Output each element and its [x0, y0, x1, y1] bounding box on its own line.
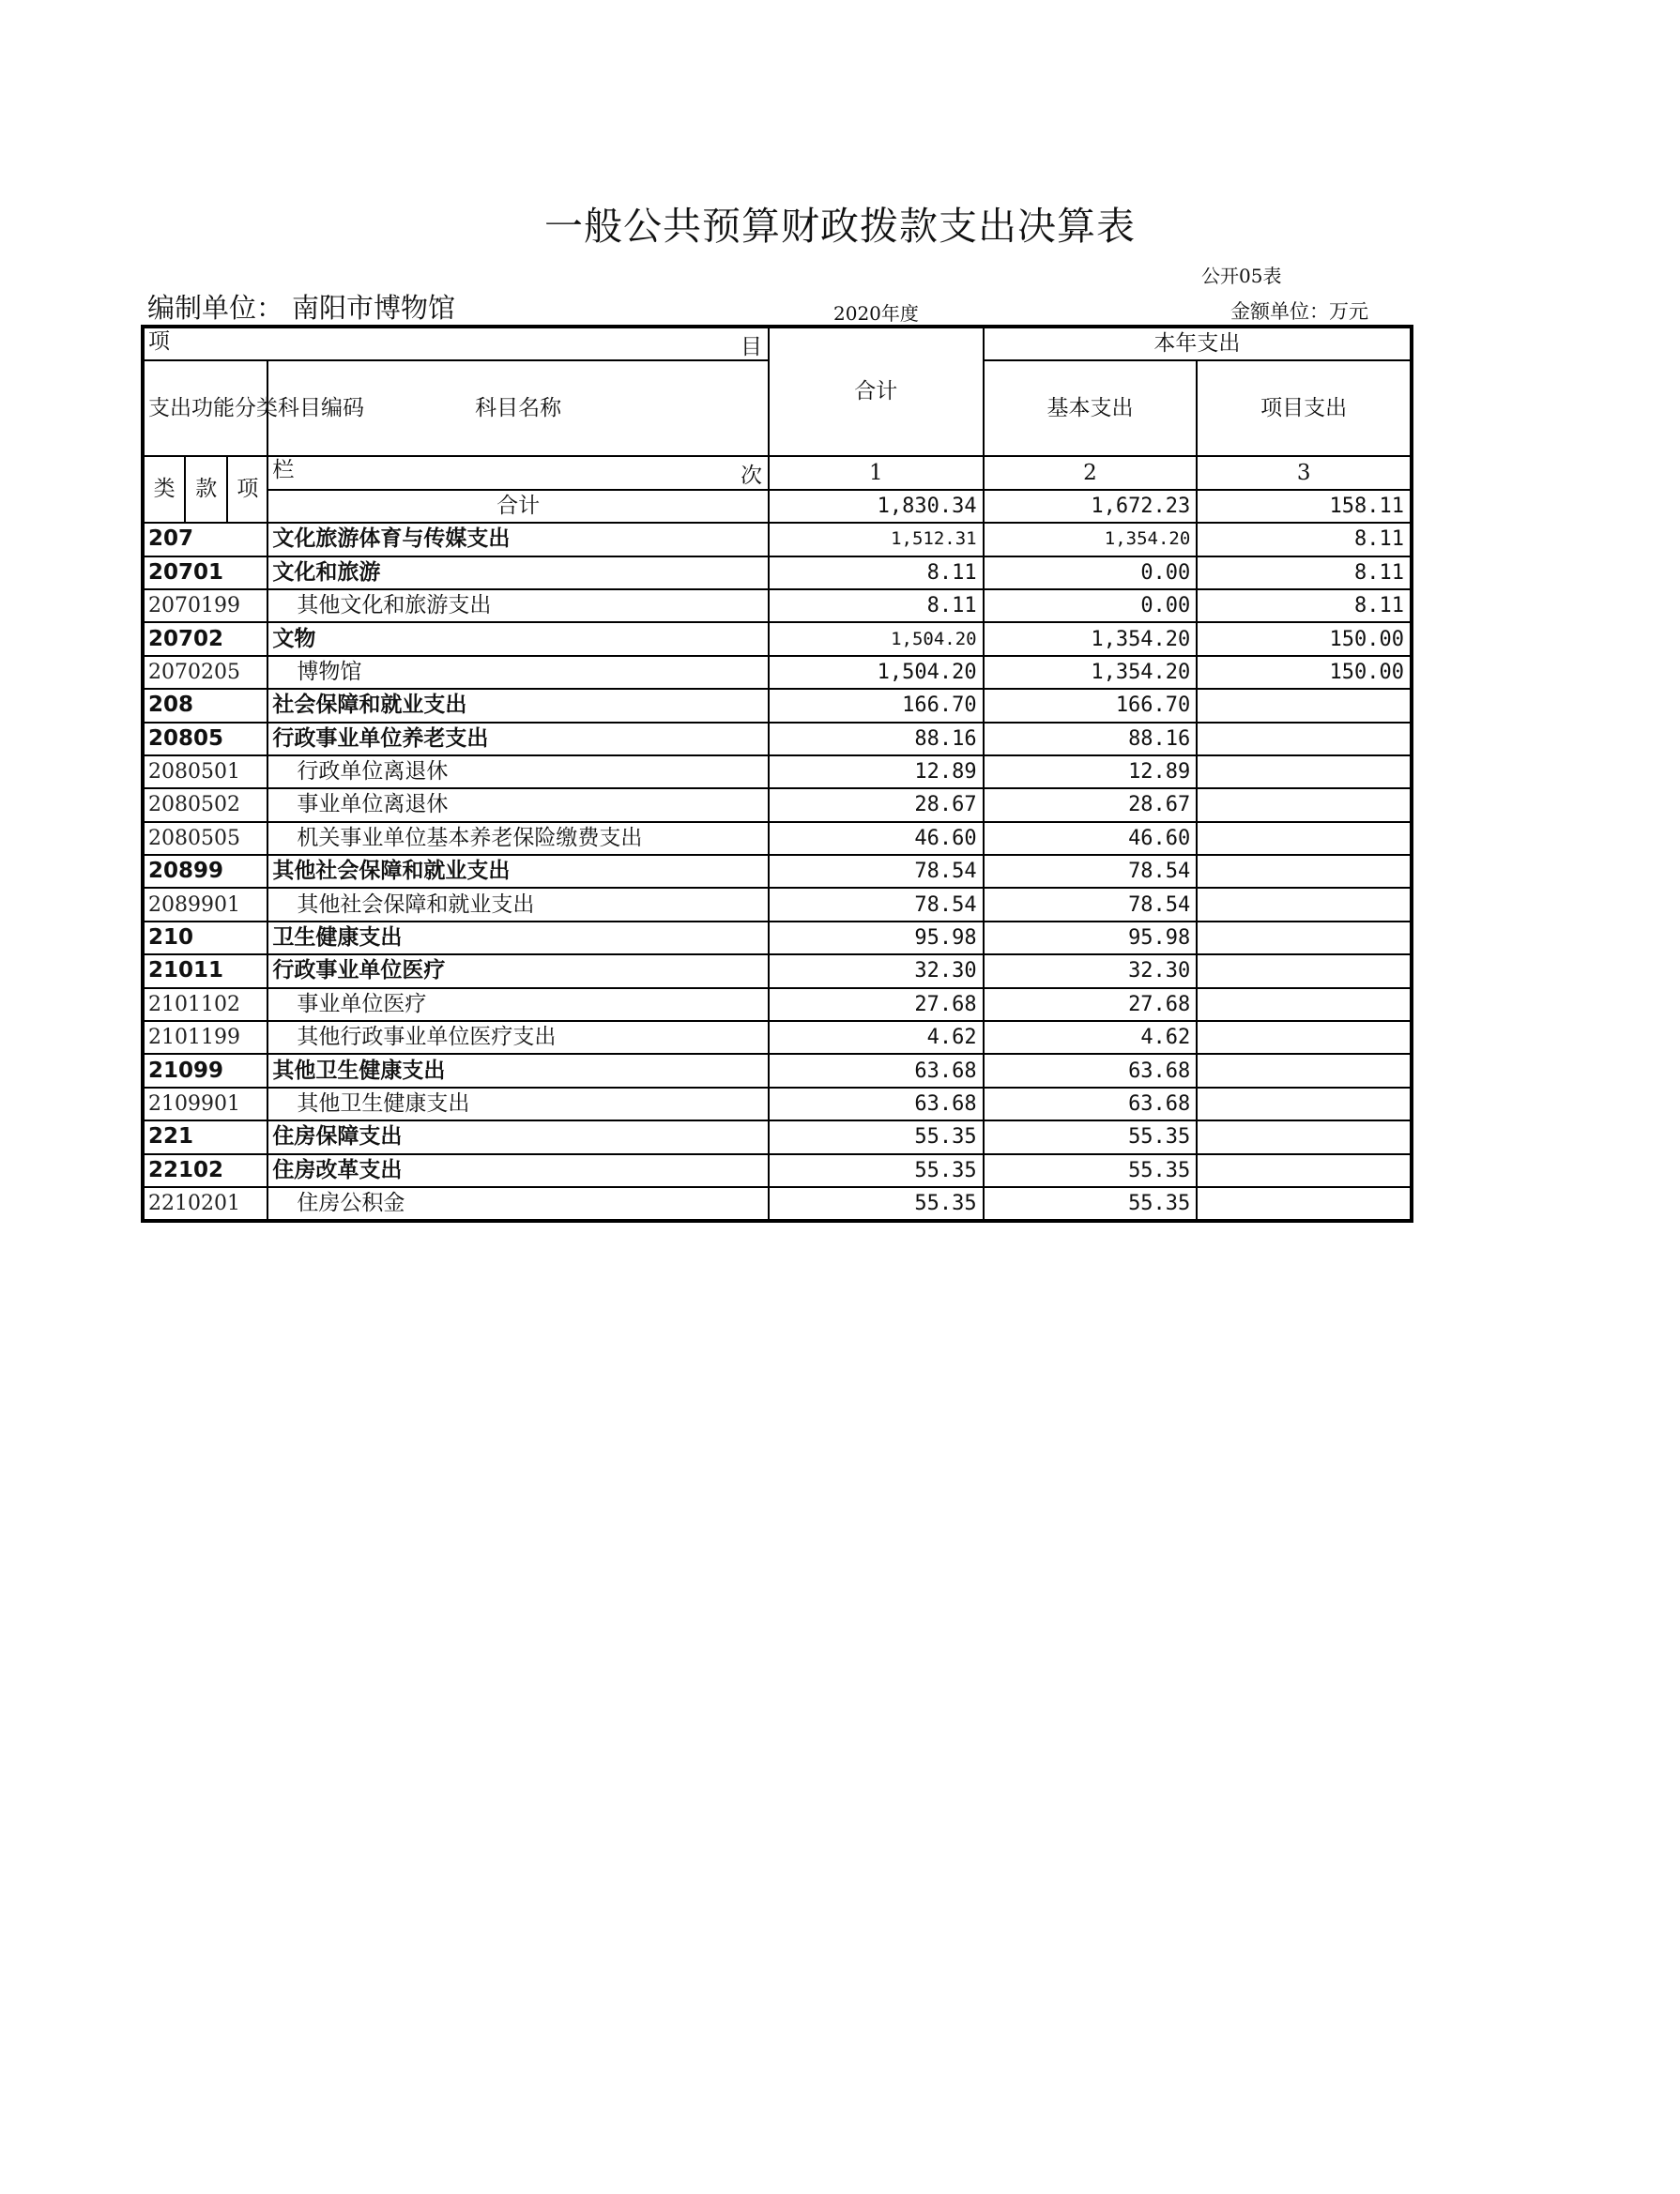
row-name-cell — [267, 1021, 769, 1054]
xiang-header: 项 — [227, 456, 267, 523]
row-name: 事业单位医疗 — [297, 991, 427, 1016]
row-basic: 63.68 — [984, 1088, 1198, 1120]
row-code: 21099 — [143, 1054, 267, 1087]
row-project — [1197, 988, 1412, 1021]
row-basic: 0.00 — [984, 556, 1198, 589]
table-row — [143, 589, 1412, 622]
row-name-cell — [267, 622, 769, 655]
row-name-cell — [267, 656, 769, 689]
row-project — [1197, 1154, 1412, 1187]
row-basic: 55.35 — [984, 1187, 1198, 1221]
row-name-cell — [267, 788, 769, 821]
row-name: 文化和旅游 — [272, 559, 381, 585]
row-project: 150.00 — [1197, 656, 1412, 689]
total-row-total: 1,830.34 — [769, 490, 984, 523]
table-row — [143, 822, 1412, 855]
row-name-cell — [267, 822, 769, 855]
page-title: 一般公共预算财政拨款支出决算表 — [544, 204, 1136, 249]
row-name: 行政事业单位医疗 — [272, 958, 446, 983]
row-name: 住房公积金 — [297, 1191, 405, 1216]
row-project — [1197, 1120, 1412, 1153]
row-basic: 1,354.20 — [984, 656, 1198, 689]
row-total: 4.62 — [769, 1021, 984, 1054]
row-name-cell — [267, 855, 769, 888]
header-row-columns — [143, 456, 1412, 489]
row-project — [1197, 1088, 1412, 1120]
row-code: 20701 — [143, 556, 267, 589]
row-basic: 78.54 — [984, 855, 1198, 888]
row-name-cell — [267, 1054, 769, 1087]
row-total: 27.68 — [769, 988, 984, 1021]
row-code: 2080501 — [143, 755, 267, 788]
row-total: 166.70 — [769, 689, 984, 722]
item-header-cell — [143, 327, 769, 360]
row-name-cell — [267, 888, 769, 921]
row-project: 8.11 — [1197, 589, 1412, 622]
row-total: 8.11 — [769, 556, 984, 589]
row-total: 95.98 — [769, 922, 984, 954]
row-total: 88.16 — [769, 723, 984, 755]
row-code: 2101199 — [143, 1021, 267, 1054]
table-row — [143, 523, 1412, 556]
row-project — [1197, 954, 1412, 987]
table-row — [143, 788, 1412, 821]
row-name: 其他社会保障和就业支出 — [297, 891, 535, 917]
row-basic: 0.00 — [984, 589, 1198, 622]
row-project — [1197, 788, 1412, 821]
row-name: 其他社会保障和就业支出 — [272, 859, 511, 884]
row-project — [1197, 855, 1412, 888]
row-name: 其他卫生健康支出 — [297, 1091, 470, 1116]
table-row — [143, 1021, 1412, 1054]
row-basic: 12.89 — [984, 755, 1198, 788]
total-header: 合计 — [769, 327, 984, 456]
row-name: 事业单位离退休 — [297, 792, 449, 817]
row-code: 2070199 — [143, 589, 267, 622]
column-number-3: 3 — [1197, 456, 1412, 489]
row-name-cell — [267, 755, 769, 788]
row-total: 63.68 — [769, 1054, 984, 1087]
row-project — [1197, 1054, 1412, 1087]
row-basic: 1,354.20 — [984, 523, 1198, 556]
row-total: 1,504.20 — [769, 622, 984, 655]
table-row — [143, 988, 1412, 1021]
row-code: 20805 — [143, 723, 267, 755]
item-header-left: 项 — [148, 329, 170, 354]
row-name-cell — [267, 556, 769, 589]
column-number-2: 2 — [984, 456, 1198, 489]
table-row — [143, 556, 1412, 589]
row-basic: 55.35 — [984, 1120, 1198, 1153]
fiscal-year: 2020年度 — [833, 302, 919, 325]
row-project — [1197, 1021, 1412, 1054]
row-code: 207 — [143, 523, 267, 556]
table-row — [143, 1054, 1412, 1087]
table-row — [143, 656, 1412, 689]
row-name-cell — [267, 1120, 769, 1153]
row-project — [1197, 689, 1412, 722]
money-unit: 金额单位：万元 — [1230, 300, 1368, 323]
compiling-unit-label: 编制单位： — [147, 292, 284, 324]
table-row — [143, 888, 1412, 921]
row-name-cell — [267, 1154, 769, 1187]
row-basic: 4.62 — [984, 1021, 1198, 1054]
column-order-cell — [267, 456, 769, 489]
lei-header: 类 — [143, 456, 185, 523]
row-total: 1,504.20 — [769, 656, 984, 689]
row-name-cell — [267, 523, 769, 556]
row-total: 78.54 — [769, 888, 984, 921]
row-total: 55.35 — [769, 1154, 984, 1187]
row-basic: 27.68 — [984, 988, 1198, 1021]
row-basic: 78.54 — [984, 888, 1198, 921]
row-name: 其他卫生健康支出 — [272, 1058, 446, 1083]
row-basic: 95.98 — [984, 922, 1198, 954]
table-row — [143, 1187, 1412, 1221]
row-total: 8.11 — [769, 589, 984, 622]
row-name: 文化旅游体育与传媒支出 — [272, 526, 511, 552]
row-name: 住房保障支出 — [272, 1124, 403, 1150]
row-basic: 55.35 — [984, 1154, 1198, 1187]
table-row — [143, 723, 1412, 755]
row-name-cell — [267, 1187, 769, 1221]
row-code: 2080502 — [143, 788, 267, 821]
row-total: 32.30 — [769, 954, 984, 987]
row-basic: 46.60 — [984, 822, 1198, 855]
row-code: 2089901 — [143, 888, 267, 921]
row-total: 63.68 — [769, 1088, 984, 1120]
row-project: 8.11 — [1197, 523, 1412, 556]
row-total: 46.60 — [769, 822, 984, 855]
row-code: 21011 — [143, 954, 267, 987]
row-basic: 28.67 — [984, 788, 1198, 821]
ci-label: 次 — [740, 464, 762, 489]
row-project — [1197, 1187, 1412, 1221]
row-project — [1197, 755, 1412, 788]
row-name: 卫生健康支出 — [272, 925, 403, 951]
row-name: 社会保障和就业支出 — [272, 693, 467, 718]
row-code: 20899 — [143, 855, 267, 888]
kuan-header: 款 — [185, 456, 227, 523]
compiling-unit-name: 南阳市博物馆 — [292, 292, 456, 324]
row-project: 8.11 — [1197, 556, 1412, 589]
row-name: 文物 — [272, 626, 316, 651]
table-row — [143, 1088, 1412, 1120]
row-project — [1197, 822, 1412, 855]
code-header: 支出功能分类科目编码 — [143, 360, 267, 456]
row-name: 行政事业单位养老支出 — [272, 725, 489, 751]
row-name-cell — [267, 723, 769, 755]
row-name: 其他行政事业单位医疗支出 — [297, 1025, 557, 1050]
row-name-cell — [267, 954, 769, 987]
row-project — [1197, 888, 1412, 921]
row-code: 20702 — [143, 622, 267, 655]
total-row-basic: 1,672.23 — [984, 490, 1198, 523]
item-header-right: 目 — [740, 335, 762, 359]
header-row-item — [143, 327, 1412, 360]
row-name: 住房改革支出 — [272, 1157, 403, 1182]
row-code: 22102 — [143, 1154, 267, 1187]
row-total: 12.89 — [769, 755, 984, 788]
row-name: 其他文化和旅游支出 — [297, 593, 492, 618]
row-code: 2210201 — [143, 1187, 267, 1221]
row-code: 2080505 — [143, 822, 267, 855]
total-row — [143, 490, 1412, 523]
row-project — [1197, 723, 1412, 755]
row-total: 55.35 — [769, 1187, 984, 1221]
row-total: 55.35 — [769, 1120, 984, 1153]
row-code: 2070205 — [143, 656, 267, 689]
total-row-project: 158.11 — [1197, 490, 1412, 523]
column-number-1: 1 — [769, 456, 984, 489]
row-basic: 1,354.20 — [984, 622, 1198, 655]
row-name-cell — [267, 689, 769, 722]
table-number: 公开05表 — [1201, 265, 1282, 287]
row-name-cell — [267, 922, 769, 954]
row-basic: 63.68 — [984, 1054, 1198, 1087]
row-name-cell — [267, 589, 769, 622]
table-row — [143, 954, 1412, 987]
row-basic: 166.70 — [984, 689, 1198, 722]
table-row — [143, 855, 1412, 888]
table-row — [143, 922, 1412, 954]
row-name-cell — [267, 988, 769, 1021]
row-name: 行政单位离退休 — [297, 759, 449, 785]
row-basic: 88.16 — [984, 723, 1198, 755]
row-total: 28.67 — [769, 788, 984, 821]
row-name: 机关事业单位基本养老保险缴费支出 — [297, 825, 643, 850]
table-row — [143, 622, 1412, 655]
basic-header: 基本支出 — [984, 360, 1198, 456]
row-name-cell — [267, 1088, 769, 1120]
row-total: 1,512.31 — [769, 523, 984, 556]
project-header: 项目支出 — [1197, 360, 1412, 456]
table-row — [143, 755, 1412, 788]
table-row — [143, 1120, 1412, 1153]
row-code: 221 — [143, 1120, 267, 1153]
row-name: 博物馆 — [297, 659, 362, 684]
table-row — [143, 689, 1412, 722]
row-code: 208 — [143, 689, 267, 722]
current-year-header: 本年支出 — [984, 327, 1412, 360]
lan-label: 栏 — [272, 458, 295, 483]
row-code: 2109901 — [143, 1088, 267, 1120]
row-basic: 32.30 — [984, 954, 1198, 987]
row-code: 210 — [143, 922, 267, 954]
row-total: 78.54 — [769, 855, 984, 888]
total-row-label: 合计 — [267, 490, 769, 523]
name-header: 科目名称 — [267, 360, 769, 456]
table-row — [143, 1154, 1412, 1187]
row-project: 150.00 — [1197, 622, 1412, 655]
row-code: 2101102 — [143, 988, 267, 1021]
row-project — [1197, 922, 1412, 954]
budget-table — [141, 325, 1413, 1223]
